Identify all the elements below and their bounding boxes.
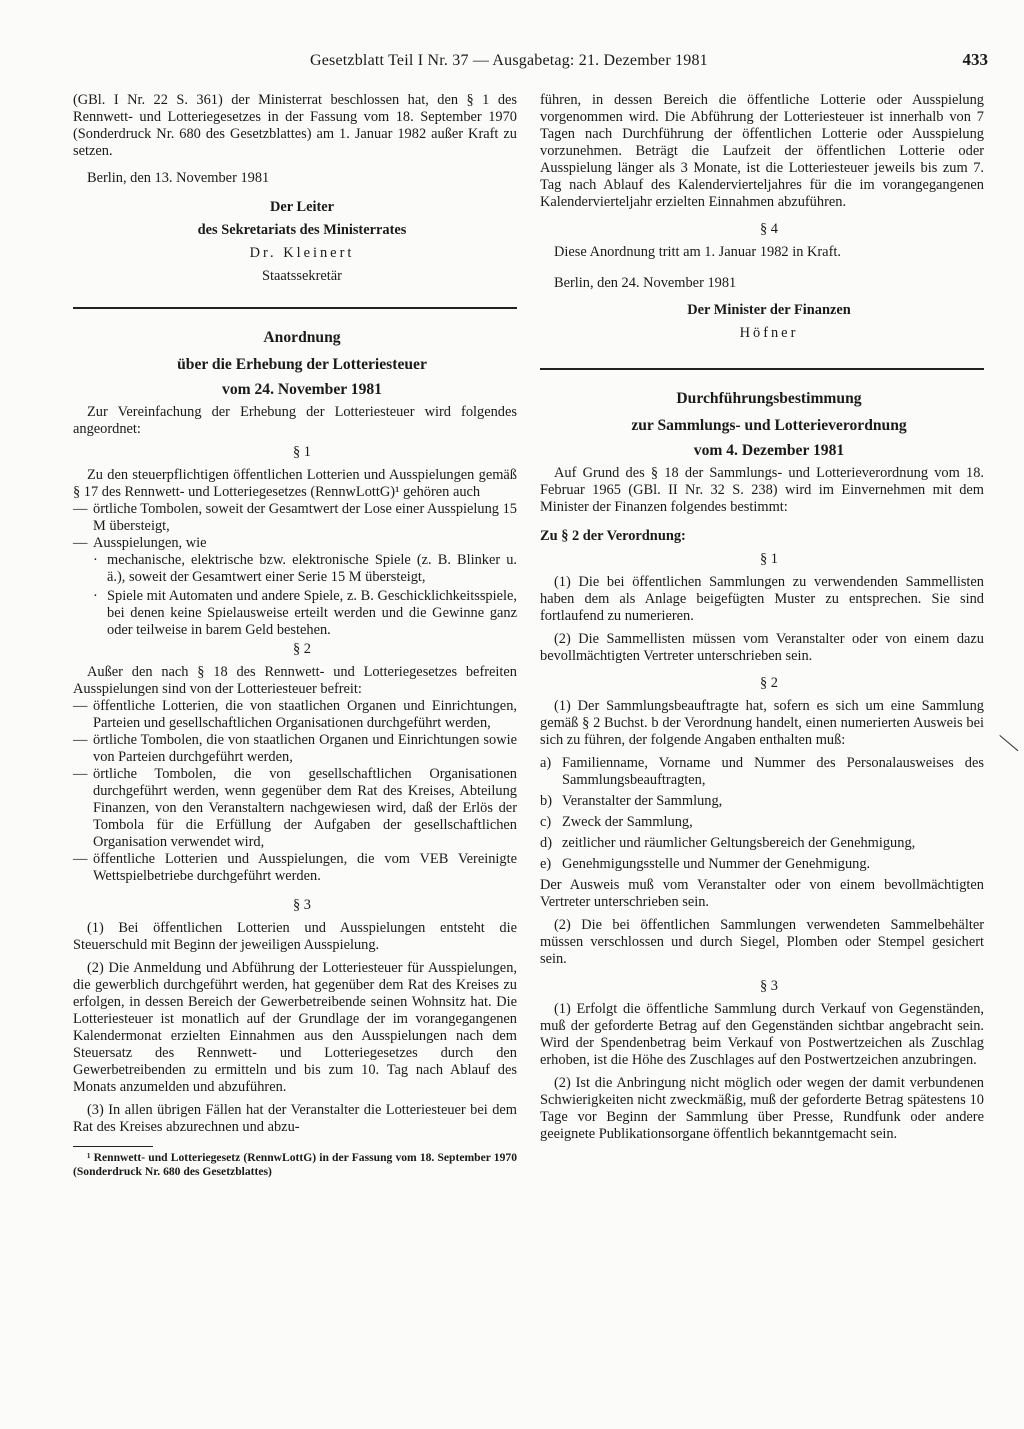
- section-heading: § 1: [760, 551, 778, 567]
- section-paragraph: (2) Die Sammellisten müssen vom Veranstalter oder von einem dazu bevollmächtigten Vertreter unterschrieben sein.: [540, 631, 984, 664]
- section-paragraph: (2) Die bei öffentlichen Sammlungen verwendeten Sammelbehälter müssen verschlossen und durch Siegel, Plomben oder Stempel gesichert sein.: [540, 917, 984, 967]
- section-paragraph: (1) Der Sammlungsbeauftragte hat, sofern es sich um eine Sammlung gemäß § 2 Buchst. b der Verordnung handelt, einen numerierten Ausweis bei sich zu führen, der folgende Angaben enthalten muß:: [540, 698, 984, 748]
- section-text: Zu den steuerpflichtigen öffentlichen Lotterien und Ausspielungen gemäß § 17 des Rennwett- und Lotteriegesetzes (RennwLottG)¹ gehören auch: [73, 467, 517, 500]
- preamble: Zur Vereinfachung der Erhebung der Lotteriesteuer wird folgendes angeordnet:: [73, 404, 517, 437]
- continued-paragraph: führen, in dessen Bereich die öffentliche Lotterie oder Ausspielung vorgenommen wird. Die Abführung der Lotteriesteuer ist innerhalb von 7 Tagen nach Durchführung der öffentlichen Lotterie oder Ausspielung vorzunehmen. Beträgt die Laufzeit der öffentlichen Lotterie oder Ausspielung länger als 3 Monate, ist die Lotteriesteuer jeweils bis zum 7. Tag nach Ablauf des Kalendervierteljahres für die im vorangegangenen Kalendervierteljahr erzielten Einnahmen abzuführen.: [540, 92, 984, 210]
- section-heading: § 3: [293, 897, 311, 913]
- section-heading: § 2: [293, 641, 311, 657]
- scan-mark: [999, 735, 1018, 751]
- lettered-item: d) zeitlicher und räumlicher Geltungsbereich der Genehmigung,: [540, 835, 916, 851]
- subsection-heading: Zu § 2 der Verordnung:: [540, 528, 686, 544]
- signer-role: Staatssekretär: [262, 268, 342, 284]
- dash-item: — örtliche Tombolen, soweit der Gesamtwert der Lose einer Ausspielung 15 M übersteigt,: [73, 501, 517, 534]
- signer-name: Höfner: [739, 325, 799, 341]
- footnote: ¹ Rennwett- und Lotteriegesetz (RennwLottG) in der Fassung vom 18. September 1970 (Sonderdruck Nr. 680 des Gesetzblattes): [73, 1151, 517, 1178]
- section-paragraph: (2) Die Anmeldung und Abführung der Lotteriesteuer für Ausspielungen, die gewerblich durchgeführt werden, hat gegenüber dem Rat des Kreises zu erfolgen, in dessen Bereich der Gewerbetreibende seinen Wohnsitz hat. Die Lotteriesteuer ist monatlich auf der Grundlage der im vorangegangenen Kalendermonat erzielten Einnahmen aus den Ausspielungen nach dem Steuersatz des Rennwett- und Lotteriegesetzes durch den Gewerbetreibenden zu ermitteln und bis zum 10. Tag nach Ablauf des Monats anzumelden und abzuführen.: [73, 960, 517, 1095]
- signer-title: Der Minister der Finanzen: [687, 302, 851, 318]
- place-date: Berlin, den 24. November 1981: [554, 275, 737, 291]
- ordinance-date: vom 24. November 1981: [222, 381, 382, 398]
- lettered-item: e) Genehmigungsstelle und Nummer der Genehmigung.: [540, 856, 871, 872]
- left-column: [73, 92, 517, 1185]
- section-heading: § 3: [760, 978, 778, 994]
- lettered-item: b) Veranstalter der Sammlung,: [540, 793, 723, 809]
- section-paragraph: (1) Bei öffentlichen Lotterien und Ausspielungen entsteht die Steuerschuld mit Beginn der jeweiligen Ausspielung.: [73, 920, 517, 953]
- section-heading: § 4: [760, 221, 778, 237]
- signer-title: Der Leiter: [269, 199, 335, 215]
- section-text: Außer den nach § 18 des Rennwett- und Lotteriegesetzes befreiten Ausspielungen sind von der Lotteriesteuer befreit:: [73, 664, 517, 697]
- section-heading: § 1: [293, 444, 311, 460]
- regulation-intro: Auf Grund des § 18 der Sammlungs- und Lotterieverordnung vom 18. Februar 1965 (GBl. II Nr. 32 S. 238) wird im Einvernehmen mit dem Minister der Finanzen folgendes bestimmt:: [540, 465, 984, 515]
- lettered-item: a) Familienname, Vorname und Nummer des Personalausweises des Sammlungsbeauftragten,: [540, 755, 984, 788]
- ordinance-subtitle: über die Erhebung der Lotteriesteuer: [177, 356, 427, 373]
- bullet-item: · Spiele mit Automaten und andere Spiele, z. B. Geschicklichkeitsspiele, bei denen keine Spielausweise erteilt werden und die Gewinne ganz oder teilweise in barem Geld bestehen.: [93, 588, 517, 638]
- regulation-date: vom 4. Dezember 1981: [693, 442, 845, 459]
- section-paragraph: (1) Erfolgt die öffentliche Sammlung durch Verkauf von Gegenständen, muß der geforderte Betrag auf den Gegenständen sichtbar angebracht sein. Wird der Spendenbetrag beim Verkauf von Postwertzeichen als Zuschlag erhoben, ist die Höhe des Zuschlages auf den Postwertzeichen anzubringen.: [540, 1001, 984, 1068]
- section-paragraph: (1) Die bei öffentlichen Sammlungen zu verwendenden Sammellisten haben dem als Anlage beigefügten Muster zu entsprechen. Sie sind fortlaufend zu numerieren.: [540, 574, 984, 624]
- page-header: [72, 48, 990, 76]
- section-heading: § 2: [760, 675, 778, 691]
- section-divider: [540, 368, 984, 370]
- dash-item: — Ausspielungen, wie: [73, 535, 207, 551]
- dash-item: — öffentliche Lotterien und Ausspielungen, die vom VEB Vereinigte Wettspielbetriebe durchgeführt werden.: [73, 851, 517, 884]
- section-text: Diese Anordnung tritt am 1. Januar 1982 in Kraft.: [554, 244, 841, 260]
- gazette-title: Gesetzblatt Teil I Nr. 37 — Ausgabetag: 21. Dezember 1981: [310, 52, 708, 69]
- signer-name: Dr. Kleinert: [249, 245, 355, 261]
- section-paragraph: (2) Ist die Anbringung nicht möglich oder wegen der damit verbundenen Schwierigkeiten nicht zweckmäßig, muß der geforderte Betrag spätestens 10 Tage vor Beginn der Sammlung über Presse, Rundfunk oder andere geeignete Publikationsorgane öffentlich bekanntgemacht sein.: [540, 1075, 984, 1142]
- ordinance-title: Anordnung: [263, 329, 341, 346]
- regulation-title: Durchführungsbestimmung: [676, 390, 862, 407]
- lettered-item: c) Zweck der Sammlung,: [540, 814, 693, 830]
- right-column: [540, 92, 984, 1149]
- bullet-item: · mechanische, elektrische bzw. elektronische Spiele (z. B. Blinker u. ä.), soweit der Gesamtwert einer Serie 15 M übersteigt,: [93, 552, 517, 585]
- section-paragraph: Der Ausweis muß vom Veranstalter oder von einem bevollmächtigten Vertreter unterschrieben sein.: [540, 877, 984, 910]
- signer-title: des Sekretariats des Ministerrates: [197, 222, 407, 238]
- section-paragraph: (3) In allen übrigen Fällen hat der Veranstalter die Lotteriesteuer bei dem Rat des Kreises abzurechnen und abzu-: [73, 1102, 517, 1135]
- intro-paragraph: (GBl. I Nr. 22 S. 361) der Ministerrat beschlossen hat, den § 1 des Rennwett- und Lotteriegesetzes in der Fassung vom 18. September 1970 (Sonderdruck Nr. 680 des Gesetzblattes) am 1. Januar 1982 außer Kraft zu setzen.: [73, 92, 517, 159]
- dash-item: — örtliche Tombolen, die von gesellschaftlichen Organisationen durchgeführt werden, wenn gegenüber dem Rat des Kreises, Abteilung Finanzen, von den Veranstaltern nachgewiesen wird, daß der Erlös der Tombola für die Erfüllung der Aufgaben der gesellschaftlichen Organisation verwendet wird,: [73, 766, 517, 850]
- regulation-subtitle: zur Sammlungs- und Lotterieverordnung: [631, 417, 907, 434]
- place-date: Berlin, den 13. November 1981: [87, 170, 270, 186]
- footnote-divider: [73, 1146, 153, 1147]
- page-number: 433: [962, 50, 988, 69]
- dash-item: — öffentliche Lotterien, die von staatlichen Organen und Einrichtungen, Parteien und gesellschaftlichen Organisationen durchgeführt werden,: [73, 698, 517, 731]
- dash-item: — örtliche Tombolen, die von staatlichen Organen und Einrichtungen sowie von Parteien durchgeführt werden,: [73, 732, 517, 765]
- section-divider: [73, 307, 517, 309]
